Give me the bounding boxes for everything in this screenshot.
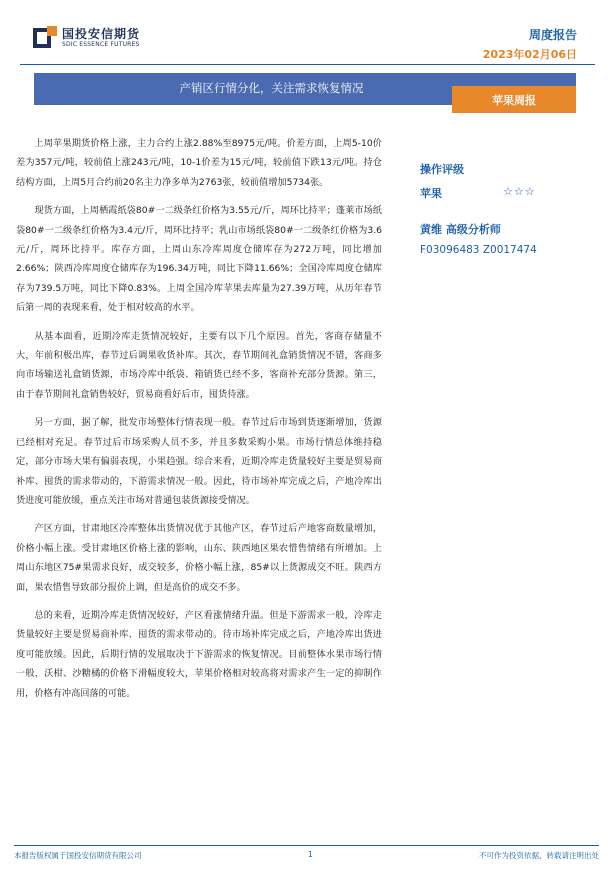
- report-date: 2023年02月06日: [482, 48, 577, 61]
- body-paragraph: 另一方面，据了解，批发市场整体行情表现一般。春节过后市场到货逐渐增加，货源已经相对充足。春节过后市场采购人员不多，并且多数采购小果。市场行情总体维持稳定，部分市场大果有偏弱表现，小果趋强。综合来看，近期冷库走货量较好主要是贸易商补库、囤货的需求带动的，下游需求情况一般。因此，待市场补库完成之后，产地冷库出货进度可能放缓，重点关注市场对普通包装货源接受情况。: [16, 417, 382, 506]
- body-paragraph: 从基本面看，近期冷库走货情况较好，主要有以下几个原因。首先，客商存储量不大，年前积极出库，春节过后调果收货补库。其次，春节期间礼盒销货情况不错，客商多向市场输送礼盒销货源，市场冷库中纸袋、箱销货已经不多，客商补充部分货源。第三，由于春节期间礼盒销售较好，贸易商看好后市，囤货待涨。: [16, 330, 382, 400]
- company-logo-icon: [33, 26, 57, 50]
- report-type: 周度报告: [528, 28, 577, 42]
- rating-product: 苹果: [420, 187, 442, 200]
- sidebar: [420, 161, 590, 256]
- body-paragraph: 现货方面，上周栖霞纸袋80#一二级条红价格为3.55元/斤，周环比持平；蓬莱市场纸袋80#一二级条红价格为3.4元/斤，周环比持平；乳山市场纸袋80#一二级条红价格为3.6元/斤，周环比持平。库存方面，上周山东冷库周度仓储库存为272万吨，同比增加2.66%；陕西冷库周度仓储库存为196.34万吨，同比下降11.66%；全国冷库周度仓储库存为739.5万吨，同比下降0.83%。上周全国冷库苹果去库量为27.39万吨，从历年春节后第一周的表现来看，处于相对较高的水平。: [16, 205, 382, 314]
- body-paragraph: 产区方面，甘肃地区冷库整体出货情况优于其他产区，春节过后产地客商数量增加，价格小幅上涨。受甘肃地区价格上涨的影响，山东、陕西地区果农惜售情绪有所增加。上周山东地区75#果需求良好，成交较多，价格小幅上涨，85#以上货源成交不旺。陕西方面，果农惜售导致部分报价上调，但是高价的成交不多。: [16, 523, 382, 593]
- analyst-name: 黄维 高级分析师: [420, 223, 501, 236]
- company-name-en: SDIC ESSENCE FUTURES: [62, 41, 140, 48]
- rating-row: [420, 185, 590, 199]
- body-paragraph: 总的来看，近期冷库走货情况较好，产区看涨情绪升温。但是下游需求一般，冷库走货量较好主要是贸易商补库、囤货的需求带动的。待市场补库完成之后，产地冷库出货进度可能放缓。因此，后期行情的发展取决于下游需求的恢复情况。目前整体水果市场行情一般，沃柑、沙糖橘的价格下滑幅度较大，苹果价格相对较高将对需求产生一定的抑制作用，价格有冲高回落的可能。: [16, 609, 382, 699]
- rating-label: 操作评级: [420, 163, 464, 176]
- page-number: 1: [308, 850, 313, 859]
- report-category-tab: [452, 86, 576, 113]
- report-category-label: 苹果周报: [492, 94, 536, 107]
- footer-disclaimer: 不可作为投资依据，转载请注明出处: [479, 851, 599, 860]
- footer-divider: [14, 845, 599, 846]
- report-header: [0, 0, 615, 70]
- report-body: [16, 134, 382, 712]
- company-name-cn: 国投安信期货: [62, 27, 141, 41]
- footer-copyright: 本报告版权属于国投安信期货有限公司: [14, 851, 142, 860]
- header-divider: [20, 64, 595, 65]
- report-title: 产销区行情分化，关注需求恢复情况: [179, 81, 364, 95]
- analyst-certificate: F03096483 Z0017474: [420, 244, 537, 256]
- body-paragraph: 上周苹果期货价格上涨，主力合约上涨2.88%至8975元/吨。价差方面，上周5-10价差为357元/吨，较前值上涨243元/吨，10-1价差为15元/吨，较前值下跌13元/吨。持仓结构方面，上周5月合约前20名主力净多单为2763张，较前值增加5734张。: [16, 138, 382, 188]
- rating-stars-icon: ☆☆☆: [503, 185, 536, 198]
